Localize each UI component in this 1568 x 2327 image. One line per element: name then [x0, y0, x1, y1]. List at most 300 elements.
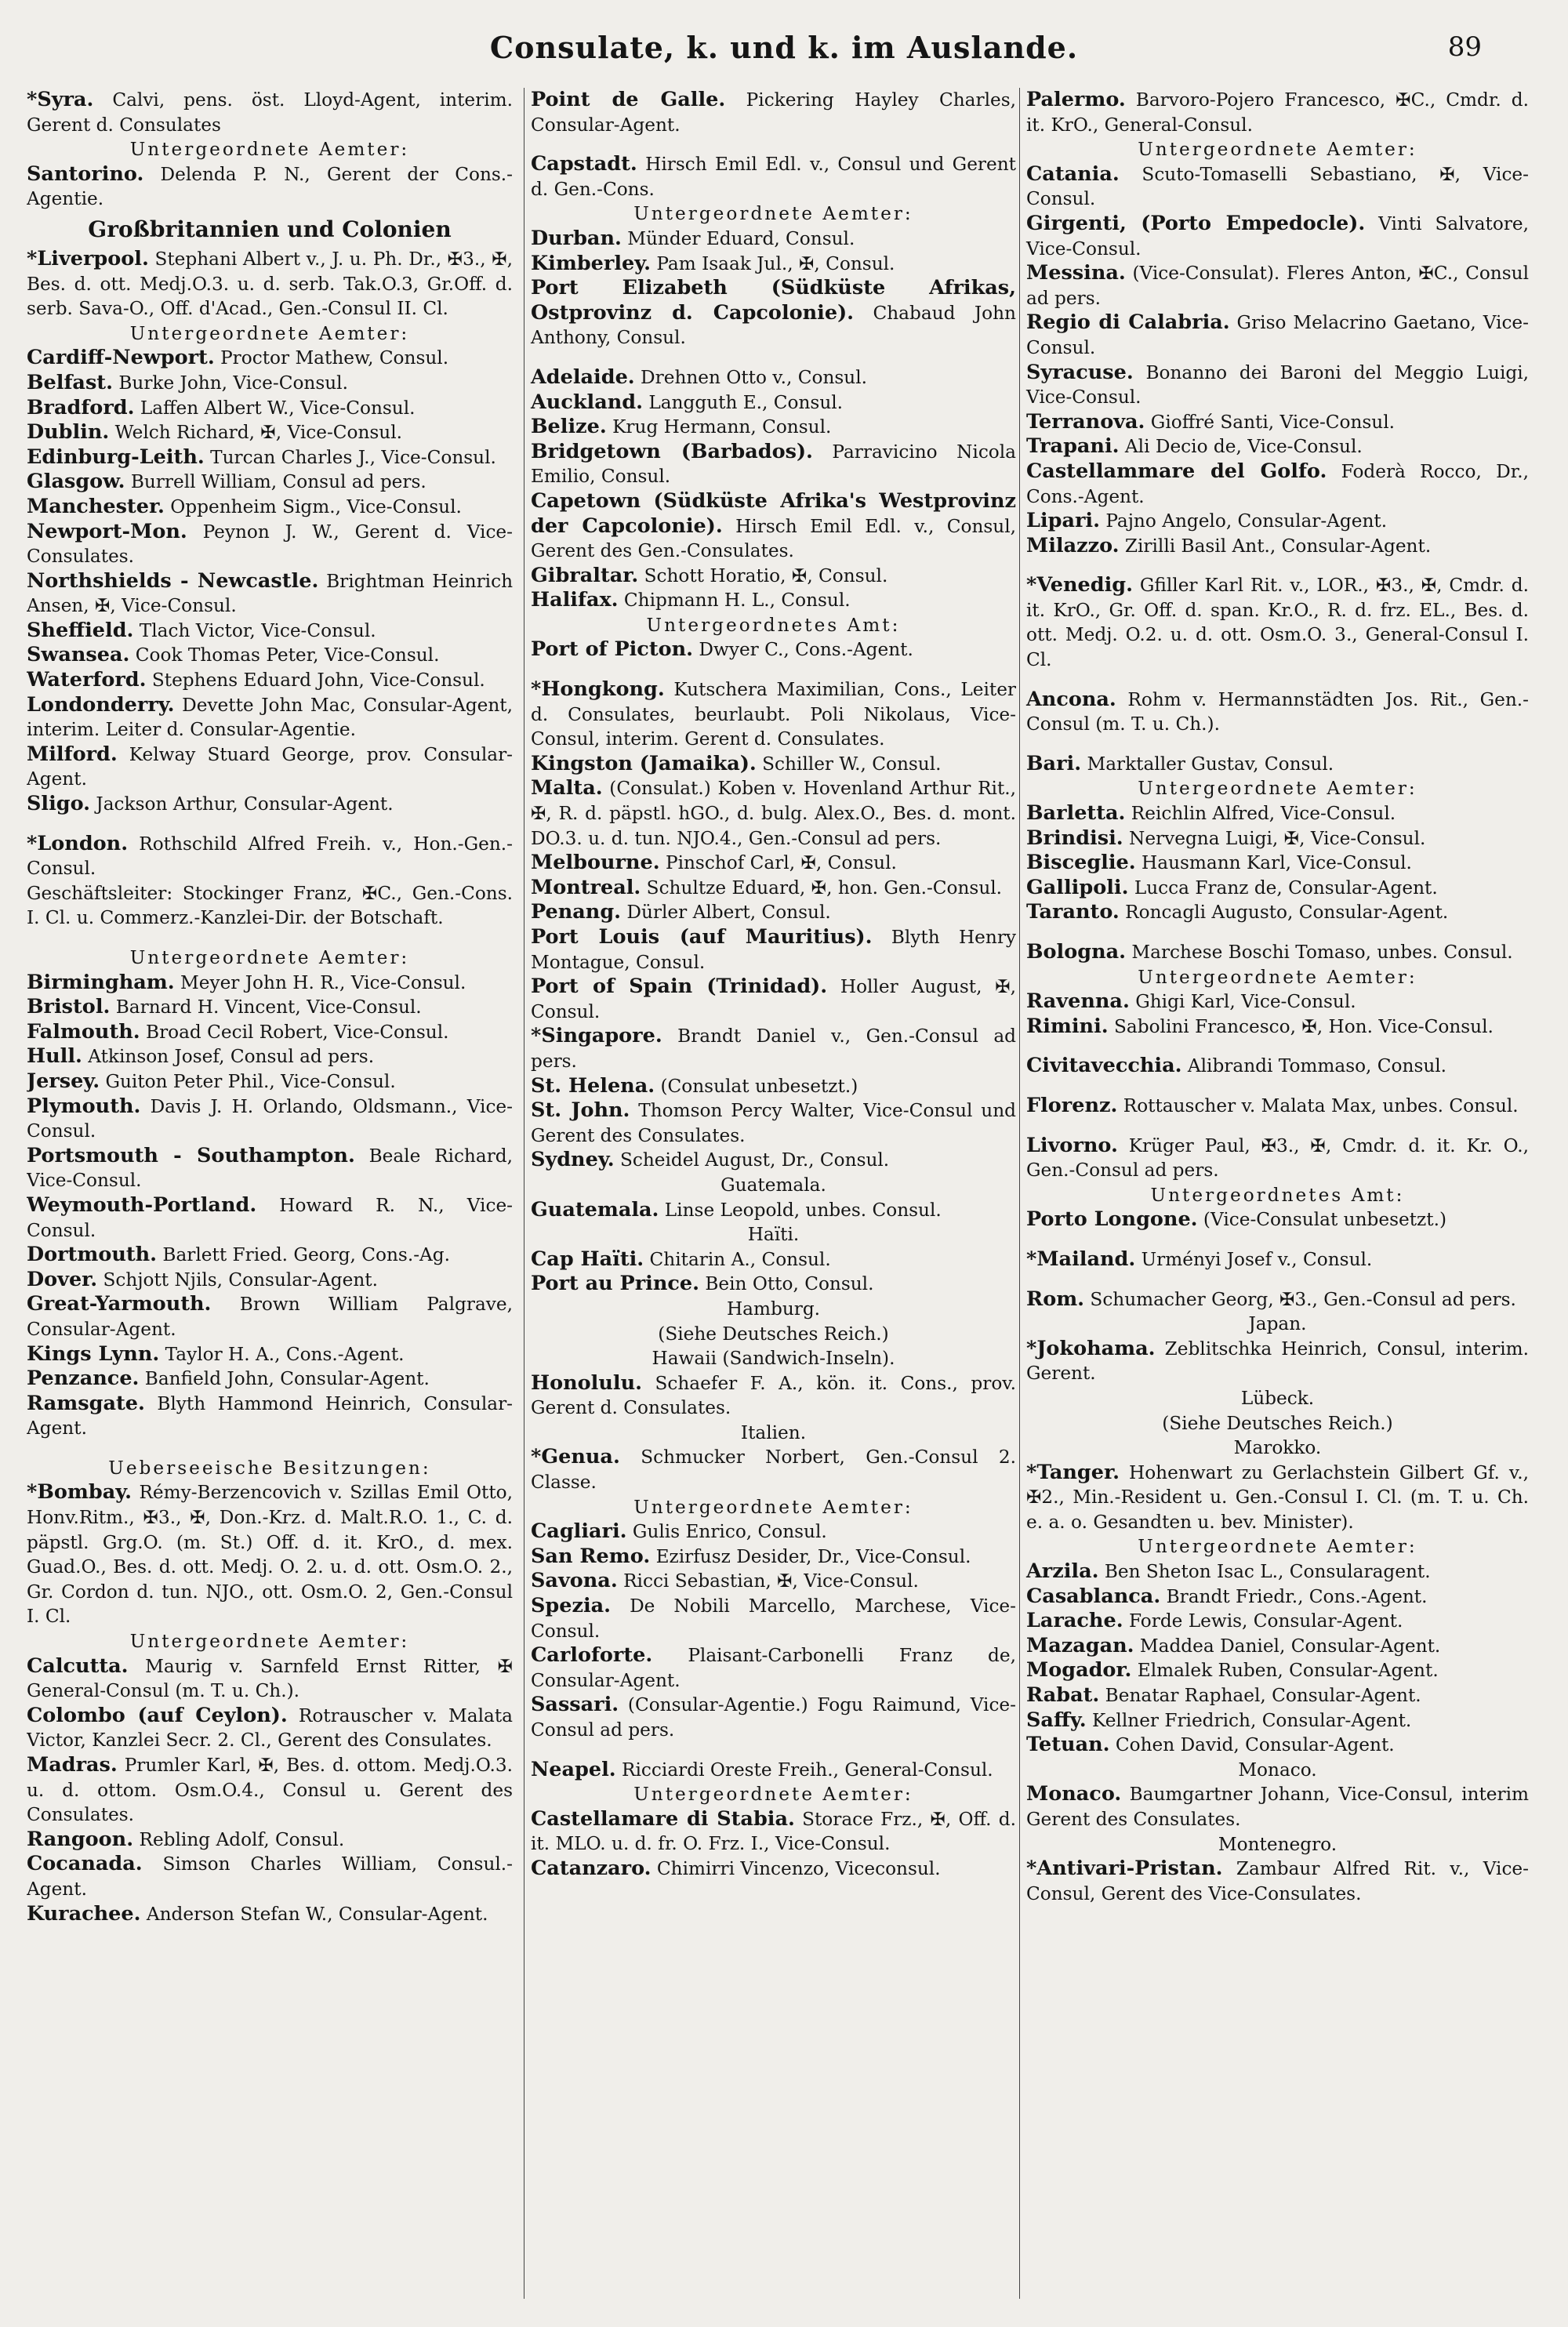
- entry-text: Maurig v. Sarnfeld Ernst Ritter, ✠ General-Consul (m. T. u. Ch.).: [27, 1655, 513, 1702]
- entry-text: Thomson Percy Walter, Vice-Consul und Gerent des Consulates.: [531, 1100, 1016, 1146]
- place-name: *London.: [27, 831, 129, 855]
- subheading: Untergeordnete Aemter:: [1138, 778, 1417, 800]
- consulate-entry: [27, 396, 513, 421]
- consulate-entry: [531, 1569, 1016, 1594]
- place-name: Honolulu.: [531, 1370, 642, 1395]
- consulate-entry: [1026, 1634, 1529, 1659]
- place-name: Casablanca.: [1026, 1584, 1161, 1608]
- consulate-entry: [1026, 534, 1529, 559]
- consulate-entry: [27, 1367, 513, 1392]
- place-name: Catanzaro.: [531, 1856, 652, 1880]
- place-name: Bari.: [1026, 751, 1082, 775]
- place-name: Dortmouth.: [27, 1243, 158, 1267]
- entry-text: Burke John, Vice-Consul.: [112, 372, 348, 394]
- place-name: Sydney.: [531, 1148, 615, 1172]
- place-name: Cap Haïti.: [531, 1247, 644, 1271]
- page-title: Consulate, k. und k. im Auslande.: [489, 30, 1079, 65]
- entry-text: Schjott Njils, Consular-Agent.: [97, 1269, 378, 1291]
- entry-text: Anderson Stefan W., Consular-Agent.: [140, 1903, 488, 1925]
- spacer: [531, 350, 1016, 365]
- entry-text: Blyth Hammond Heinrich, Consular-Agent.: [27, 1392, 513, 1439]
- place-name: Milazzo.: [1026, 533, 1120, 557]
- consulate-entry: [531, 252, 1016, 277]
- place-name: Belize.: [531, 415, 607, 439]
- entry-text: Hirsch Emil Edl. v., Consul, Gerent des Gen.-Consulates.: [531, 515, 1016, 562]
- place-name: Plymouth.: [27, 1094, 141, 1118]
- place-name: Montreal.: [531, 875, 641, 899]
- consulate-entry: [1026, 752, 1529, 777]
- consulate-entry: [531, 1519, 1016, 1545]
- entry-text: Cook Thomas Peter, Vice-Consul.: [129, 644, 440, 666]
- consulate-entry: [27, 569, 513, 619]
- consulate-entry: [531, 88, 1016, 137]
- entry-text: Linse Leopold, unbes. Consul.: [659, 1199, 942, 1221]
- entry-text: Tlach Victor, Vice-Consul.: [133, 619, 376, 641]
- consulate-entry: [27, 247, 513, 321]
- place-name: Glasgow.: [27, 470, 125, 494]
- consulate-entry: [531, 1643, 1016, 1693]
- spacer: [1026, 1232, 1529, 1247]
- consulate-entry: [27, 693, 513, 742]
- entry-text: Brandt Friedr., Cons.-Agent.: [1160, 1585, 1428, 1607]
- spacer: [27, 931, 513, 946]
- place-name: *Liverpool.: [27, 246, 149, 270]
- entry-text: Hausmann Karl, Vice-Consul.: [1135, 852, 1412, 874]
- entry-text: Marchese Boschi Tomaso, unbes. Consul.: [1126, 942, 1513, 963]
- entry-text: Chitarin A., Consul.: [644, 1248, 831, 1270]
- consulate-entry: [531, 975, 1016, 1024]
- consulate-entry: [531, 1545, 1016, 1570]
- spacer: [1026, 1079, 1529, 1094]
- place-name: Cagliari.: [531, 1519, 627, 1544]
- spacer: [1026, 558, 1529, 573]
- place-name: St. Helena.: [531, 1073, 655, 1098]
- entry-text: Drehnen Otto v., Consul.: [634, 366, 868, 388]
- entry-text: Roncagli Augusto, Consular-Agent.: [1119, 902, 1449, 924]
- entry-text: Nervegna Luigi, ✠, Vice-Consul.: [1123, 827, 1426, 849]
- place-name: Manchester.: [27, 494, 165, 518]
- consulate-entry: [1026, 1857, 1529, 1906]
- entry-text: Lucca Franz de, Consular-Agent.: [1128, 877, 1438, 898]
- place-name: Rabat.: [1026, 1683, 1100, 1708]
- consulate-entry: [27, 1654, 513, 1704]
- entry-text: Broad Cecil Robert, Vice-Consul.: [140, 1021, 449, 1043]
- entry-text: Chabaud John Anthony, Consul.: [531, 302, 1016, 349]
- consulate-entry: [27, 995, 513, 1020]
- consulate-entry: [27, 1704, 513, 1753]
- consulate-entry: [1026, 1708, 1529, 1733]
- entry-text: Schott Horatio, ✠, Consul.: [638, 565, 888, 586]
- consulate-entry: [1026, 851, 1529, 876]
- place-name: Capetown (Südküste Afrika's Westprovinz der Capcolonie).: [531, 488, 1016, 538]
- subheading: Untergeordnetes Amt:: [1150, 1184, 1405, 1206]
- spacer: [1026, 1119, 1529, 1134]
- place-name: Waterford.: [27, 668, 147, 692]
- consulate-entry: [531, 588, 1016, 613]
- entry-text: Stephani Albert v., J. u. Ph. Dr., ✠3., ✠, Bes. d. ott. Medj.O.3. u. d. serb. Tak.O.3, Gr.Off. d. serb. Sava-O., Off. d'Acad., Gen.-Consul II. Cl.: [27, 248, 513, 320]
- place-name: Port of Spain (Trinidad).: [531, 975, 828, 999]
- place-name: Londonderry.: [27, 692, 175, 717]
- entry-text: Pajno Angelo, Consular-Agent.: [1099, 510, 1388, 532]
- subheading: Untergeordnete Aemter:: [129, 139, 410, 161]
- country-heading: Großbritannien und Colonien: [88, 216, 452, 242]
- consulate-entry: [531, 876, 1016, 901]
- place-name: Taranto.: [1026, 900, 1120, 924]
- consulate-entry: [1026, 1782, 1529, 1831]
- consulate-entry: [531, 1594, 1016, 1643]
- entry-text: Pam Isaak Jul., ✠, Consul.: [651, 252, 895, 274]
- entry-text: Cohen David, Consular-Agent.: [1109, 1734, 1395, 1756]
- entry-text: Baumgartner Johann, Vice-Consul, interim Gerent des Consulates.: [1026, 1784, 1529, 1830]
- entry-text: Pinschof Carl, ✠, Consul.: [659, 852, 897, 874]
- place-name: Birmingham.: [27, 970, 175, 994]
- spacer: [1026, 1039, 1529, 1054]
- entry-text: Ali Decio de, Vice-Consul.: [1119, 436, 1363, 458]
- entry-text: Stephens Eduard John, Vice-Consul.: [146, 670, 485, 692]
- column-1: [27, 88, 513, 2299]
- entry-text: Prumler Karl, ✠, Bes. d. ottom. Medj.O.3. u. d. ottom. Osm.O.4., Consul u. Gerent des Consulates.: [27, 1755, 513, 1826]
- place-name: Falmouth.: [27, 1019, 140, 1044]
- consulate-entry: [27, 420, 513, 445]
- consulate-entry: [1026, 261, 1529, 310]
- consulate-entry: [27, 495, 513, 520]
- place-name: San Remo.: [531, 1544, 651, 1568]
- consulate-entry: [531, 390, 1016, 416]
- entry-text: Krug Hermann, Consul.: [606, 416, 832, 438]
- place-name: Auckland.: [531, 390, 643, 414]
- consulate-entry: [27, 346, 513, 371]
- place-name: Messina.: [1026, 261, 1126, 285]
- consulate-entry: [1026, 1287, 1529, 1312]
- place-name: Rom.: [1026, 1287, 1085, 1311]
- place-name: Tetuan.: [1026, 1733, 1110, 1757]
- place-name: Mogador.: [1026, 1658, 1132, 1683]
- consulate-entry: [531, 276, 1016, 350]
- entry-text: Geschäftsleiter: Stockinger Franz, ✠C., Gen.-Cons. I. Cl. u. Commerz.-Kanzlei-Dir. der Botschaft.: [27, 882, 513, 929]
- place-name: Barletta.: [1026, 801, 1126, 826]
- consulate-entry: [531, 677, 1016, 752]
- place-name: Cocanada.: [27, 1852, 143, 1876]
- consulate-entry: [27, 881, 513, 931]
- entry-text: Griso Melacrino Gaetano, Vice-Consul.: [1026, 312, 1529, 358]
- section-heading: Lübeck.: [1240, 1387, 1315, 1409]
- consulate-entry: [27, 1480, 513, 1629]
- entry-text: Delenda P. N., Gerent der Cons.-Agentie.: [27, 163, 513, 210]
- consulate-entry: [1026, 459, 1529, 509]
- place-name: Calcutta.: [27, 1654, 129, 1678]
- entry-text: Marktaller Gustav, Consul.: [1081, 753, 1334, 775]
- consulate-entry: [1026, 1054, 1529, 1079]
- entry-text: Ezirfusz Desider, Dr., Vice-Consul.: [650, 1545, 971, 1567]
- spacer: [1026, 737, 1529, 752]
- place-name: Spezia.: [531, 1594, 612, 1618]
- entry-text: Schiller W., Consul.: [756, 753, 942, 775]
- section-heading: Monaco.: [1238, 1759, 1317, 1781]
- consulate-entry: [531, 1198, 1016, 1223]
- consulate-entry: [27, 742, 513, 792]
- place-name: Ravenna.: [1026, 989, 1130, 1014]
- consulate-entry: [1026, 1094, 1529, 1119]
- entry-text: Alibrandi Tommaso, Consul.: [1181, 1055, 1447, 1077]
- consulate-entry: [1026, 434, 1529, 459]
- entry-text: Kellner Friedrich, Consular-Agent.: [1086, 1709, 1412, 1731]
- entry-text: Rémy-Berzencovich v. Szillas Emil Otto, Honv.Ritm., ✠3., ✠, Don.-Krz. d. Malt.R.O. 1., C. d. päpstl. Grg.O. (m. St.) Off. d. it. KrO., d. mex. Guad.O., Bes. d. ott. Medj. O. 2. u. d. ott. Osm.O. 2., Gr. Cordon d. tun. NJO., ott. Osm.O. 2, Gen.-Consul I. Cl.: [27, 1482, 513, 1628]
- place-name: Penzance.: [27, 1367, 140, 1391]
- consulate-entry: [531, 925, 1016, 975]
- subheading: Untergeordnetes Amt:: [646, 614, 901, 636]
- consulate-entry: [531, 637, 1016, 663]
- entry-text: Bonanno dei Baroni del Meggio Luigi, Vice-Consul.: [1026, 361, 1529, 408]
- entry-text: (Consulat.) Koben v. Hovenland Arthur Rit., ✠, R. d. päpstl. hGO., d. bulg. Alex.O., Bes. d. mont. DO.3. u. d. tun. NJO.4., Gen.-Consul ad pers.: [531, 778, 1016, 849]
- consulate-entry: [27, 1243, 513, 1268]
- section-heading: Japan.: [1248, 1313, 1307, 1335]
- consulate-entry: [531, 1857, 1016, 1882]
- consulate-entry: [531, 365, 1016, 390]
- place-name: Terranova.: [1026, 409, 1145, 434]
- entry-text: Taylor H. A., Cons.-Agent.: [159, 1343, 405, 1365]
- entry-text: Kelway Stuard George, prov. Consular-Agent.: [27, 743, 513, 790]
- spacer: [1026, 925, 1529, 940]
- consulate-entry: [531, 1445, 1016, 1494]
- entry-text: Storace Frz., ✠, Off. d. it. MLO. u. d. fr. O. Frz. I., Vice-Consul.: [531, 1808, 1016, 1855]
- entry-text: Proctor Mathew, Consul.: [214, 347, 449, 369]
- entry-text: Sabolini Francesco, ✠, Hon. Vice-Consul.: [1108, 1015, 1494, 1037]
- place-name: Adelaide.: [531, 365, 635, 389]
- place-name: Kings Lynn.: [27, 1341, 160, 1366]
- subheading: Untergeordnete Aemter:: [129, 947, 410, 968]
- entry-text: Chimirri Vincenzo, Viceconsul.: [651, 1857, 941, 1879]
- consulate-entry: [1026, 688, 1529, 737]
- consulate-entry: [27, 1342, 513, 1367]
- place-name: Rangoon.: [27, 1827, 134, 1851]
- consulate-entry: [531, 900, 1016, 925]
- entry-text: Guiton Peter Phil., Vice-Consul.: [100, 1070, 396, 1092]
- place-name: Hull.: [27, 1044, 82, 1069]
- entry-text: Rottauscher v. Malata Max, unbes. Consul.: [1117, 1095, 1519, 1116]
- place-name: Larache.: [1026, 1609, 1123, 1633]
- entry-text: Brandt Daniel v., Gen.-Consul ad pers.: [531, 1026, 1016, 1072]
- entry-text: Krüger Paul, ✠3., ✠, Cmdr. d. it. Kr. O., Gen.-Consul ad pers.: [1026, 1134, 1529, 1182]
- consulate-entry: [531, 1758, 1016, 1783]
- entry-text: Rothschild Alfred Freih. v., Hon.-Gen.-Consul.: [27, 833, 513, 880]
- consulate-entry: [1026, 1134, 1529, 1183]
- entry-text: De Nobili Marcello, Marchese, Vice-Consul.: [531, 1596, 1016, 1642]
- place-name: Bristol.: [27, 995, 111, 1019]
- place-name: Ramsgate.: [27, 1391, 145, 1415]
- section-heading: Italien.: [740, 1421, 807, 1443]
- entry-text: (Vice-Consulat unbesetzt.): [1197, 1209, 1446, 1231]
- entry-text: Zambaur Alfred Rit. v., Vice-Consul, Gerent des Vice-Consulates.: [1026, 1858, 1529, 1904]
- place-name: Edinburg-Leith.: [27, 445, 205, 469]
- place-name: Syracuse.: [1026, 360, 1134, 384]
- place-name: Castellamare di Stabia.: [531, 1806, 795, 1831]
- entry-text: Hohenwart zu Gerlachstein Gilbert Gf. v., ✠2., Min.-Resident u. Gen.-Consul I. Cl. (m. T. u. Ch. e. a. o. Gesandten u. bev. Minister).: [1026, 1461, 1529, 1533]
- consulate-entry: [27, 1193, 513, 1243]
- consulate-entry: [531, 1148, 1016, 1173]
- entry-text: Oppenheim Sigm., Vice-Consul.: [164, 496, 462, 517]
- subheading: Ueberseeische Besitzungen:: [108, 1457, 431, 1479]
- entry-text: Brightman Heinrich Ansen, ✠, Vice-Consul.: [27, 570, 513, 617]
- consulate-entry: [27, 1902, 513, 1927]
- place-name: *Genua.: [531, 1445, 620, 1469]
- entry-text: Simson Charles William, Consul.-Agent.: [27, 1853, 513, 1900]
- consulate-entry: [531, 1693, 1016, 1742]
- consulate-entry: [27, 1144, 513, 1193]
- consulate-entry: [27, 470, 513, 495]
- entry-text: Blyth Henry Montague, Consul.: [531, 927, 1016, 973]
- place-name: Malta.: [531, 776, 603, 800]
- place-name: Trapani.: [1026, 434, 1120, 459]
- entry-text: Zeblitschka Heinrich, Consul, interim. Gerent.: [1026, 1338, 1529, 1385]
- place-name: Civitavecchia.: [1026, 1054, 1182, 1078]
- place-name: Gibraltar.: [531, 563, 639, 587]
- entry-text: Langguth E., Consul.: [642, 391, 844, 413]
- consulate-entry: [1026, 876, 1529, 901]
- consulate-entry: [1026, 1461, 1529, 1535]
- consulate-entry: [1026, 1015, 1529, 1040]
- consulate-entry: [531, 1371, 1016, 1421]
- consulate-entry: [1026, 410, 1529, 435]
- entry-text: Howard R. N., Vice-Consul.: [27, 1194, 513, 1241]
- entry-text: Dwyer C., Cons.-Agent.: [693, 639, 913, 661]
- entry-text: Barlett Fried. Georg, Cons.-Ag.: [157, 1244, 450, 1266]
- place-name: Melbourne.: [531, 851, 660, 875]
- section-heading: Marokko.: [1233, 1437, 1322, 1459]
- section-heading: Guatemala.: [720, 1174, 826, 1196]
- column-3: [1019, 88, 1529, 2299]
- subheading: Untergeordnete Aemter:: [1138, 966, 1417, 988]
- entry-text: Schultze Eduard, ✠, hon. Gen.-Consul.: [641, 877, 1003, 898]
- place-name: *Antivari-Pristan.: [1026, 1857, 1223, 1881]
- place-name: Portsmouth - Southampton.: [27, 1143, 355, 1167]
- place-name: Port au Prince.: [531, 1272, 699, 1296]
- entry-text: Plaisant-Carbonelli Franz de, Consular-Agent.: [531, 1645, 1016, 1691]
- entry-text: Schmucker Norbert, Gen.-Consul 2. Classe.: [531, 1447, 1016, 1494]
- entry-text: Hirsch Emil Edl. v., Consul und Gerent d. Gen.-Cons.: [531, 154, 1016, 200]
- place-name: Milford.: [27, 742, 118, 766]
- place-name: *Jokohama.: [1026, 1336, 1156, 1360]
- consulate-entry: [27, 371, 513, 396]
- consulate-entry: [1026, 1207, 1529, 1232]
- entry-text: Peynon J. W., Gerent d. Vice-Consulates.: [27, 521, 513, 568]
- entry-text: Schumacher Georg, ✠3., Gen.-Consul ad pers.: [1084, 1288, 1516, 1310]
- entry-text: Davis J. H. Orlando, Oldsmann., Vice-Consul.: [27, 1095, 513, 1142]
- entry-text: Forde Lewis, Consular-Agent.: [1123, 1610, 1403, 1632]
- place-name: Kimberley.: [531, 251, 651, 275]
- place-name: *Tanger.: [1026, 1460, 1120, 1484]
- entry-text: Urményi Josef v., Consul.: [1135, 1248, 1373, 1270]
- place-name: Belfast.: [27, 370, 113, 394]
- spacer: [531, 663, 1016, 677]
- entry-text: Meyer John H. R., Vice-Consul.: [174, 971, 466, 993]
- consulate-entry: [1026, 573, 1529, 672]
- place-name: Regio di Calabria.: [1026, 310, 1230, 335]
- entry-text: Bein Otto, Consul.: [699, 1273, 874, 1295]
- consulate-entry: [27, 88, 513, 137]
- consulate-entry: [531, 1272, 1016, 1297]
- place-name: Florenz.: [1026, 1093, 1118, 1117]
- place-name: Port of Picton.: [531, 637, 694, 662]
- consulate-entry: [531, 752, 1016, 777]
- consulate-entry: [1026, 1585, 1529, 1610]
- entry-text: (Consulat unbesetzt.): [655, 1075, 858, 1097]
- consulate-entry: [531, 851, 1016, 876]
- consulate-entry: [531, 564, 1016, 589]
- consulate-entry: [27, 971, 513, 996]
- consulate-entry: [27, 1753, 513, 1828]
- entry-text: Dürler Albert, Consul.: [621, 902, 831, 924]
- consulate-entry: [27, 1095, 513, 1144]
- place-name: Palermo.: [1026, 88, 1126, 111]
- consulate-entry: [531, 1074, 1016, 1099]
- consulate-entry: [531, 415, 1016, 440]
- entry-text: Beale Richard, Vice-Consul.: [27, 1145, 513, 1192]
- consulate-entry: [1026, 310, 1529, 360]
- consulate-entry: [1026, 1658, 1529, 1683]
- place-name: Livorno.: [1026, 1133, 1118, 1157]
- entry-text: Parravicino Nicola Emilio, Consul.: [531, 441, 1016, 488]
- consulate-entry: [27, 1044, 513, 1069]
- place-name: Sassari.: [531, 1693, 619, 1717]
- consulate-entry: [531, 1807, 1016, 1857]
- entry-text: Reichlin Alfred, Vice-Consul.: [1125, 803, 1396, 825]
- consulate-entry: [1026, 162, 1529, 212]
- consulate-entry: [531, 776, 1016, 851]
- subheading: Untergeordnete Aemter:: [633, 1784, 913, 1806]
- entry-text: Kutschera Maximilian, Cons., Leiter d. Consulates, beurlaubt. Poli Nikolaus, Vice-Consul, interim. Gerent d. Consulates.: [531, 679, 1016, 750]
- consulate-entry: [27, 445, 513, 470]
- subheading: Untergeordnete Aemter:: [633, 1496, 913, 1518]
- place-name: Gallipoli.: [1026, 875, 1129, 899]
- place-name: Capstadt.: [531, 152, 637, 176]
- place-name: Penang.: [531, 900, 622, 924]
- place-name: Monaco.: [1026, 1782, 1122, 1806]
- place-name: Bologna.: [1026, 940, 1127, 964]
- consulate-entry: [1026, 826, 1529, 851]
- entry-text: Gulis Enrico, Consul.: [626, 1521, 827, 1543]
- entry-text: Ben Sheton Isac L., Consularagent.: [1098, 1561, 1431, 1583]
- consulate-entry: [27, 1069, 513, 1095]
- entry-text: Zirilli Basil Ant., Consular-Agent.: [1119, 535, 1432, 557]
- place-name: Great-Yarmouth.: [27, 1292, 212, 1316]
- entry-text: Benatar Raphael, Consular-Agent.: [1099, 1685, 1421, 1707]
- entry-text: Ghigi Karl, Vice-Consul.: [1129, 991, 1356, 1013]
- subheading: Untergeordnete Aemter:: [129, 322, 410, 344]
- consulate-entry: [1026, 1559, 1529, 1585]
- place-name: Dublin.: [27, 420, 110, 445]
- place-name: Newport-Mon.: [27, 519, 187, 543]
- consulate-entry: [1026, 1683, 1529, 1708]
- section-heading: (Siehe Deutsches Reich.): [658, 1323, 889, 1345]
- place-name: Madras.: [27, 1753, 118, 1777]
- consulate-entry: [1026, 88, 1529, 137]
- consulate-entry: [27, 1852, 513, 1901]
- spacer: [531, 137, 1016, 152]
- entry-text: Devette John Mac, Consular-Agent, interim. Leiter d. Consular-Agentie.: [27, 694, 513, 741]
- consulate-entry: [27, 162, 513, 212]
- place-name: Castellammare del Golfo.: [1026, 459, 1327, 483]
- consulate-entry: [27, 1020, 513, 1045]
- place-name: Santorino.: [27, 162, 144, 186]
- consulate-entry: [27, 643, 513, 668]
- place-name: Northshields - Newcastle.: [27, 568, 319, 593]
- section-heading: Hawaii (Sandwich-Inseln).: [652, 1348, 895, 1370]
- place-name: Sligo.: [27, 792, 91, 816]
- place-name: *Singapore.: [531, 1024, 662, 1048]
- entry-text: Barvoro-Pojero Francesco, ✠C., Cmdr. d. it. KrO., General-Consul.: [1026, 89, 1529, 136]
- entry-text: Elmalek Ruben, Consular-Agent.: [1131, 1660, 1439, 1682]
- subheading: Untergeordnete Aemter:: [1138, 139, 1417, 161]
